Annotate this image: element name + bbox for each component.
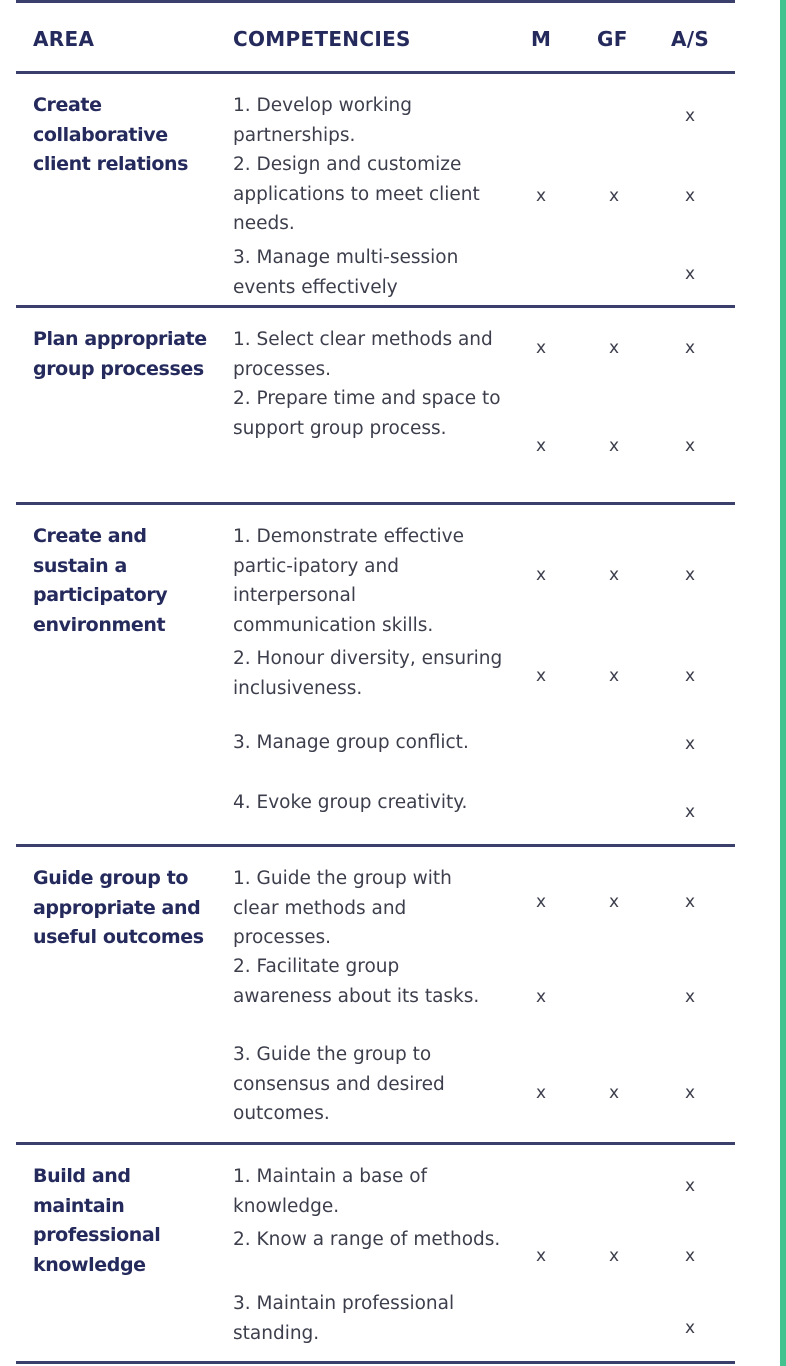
competency-item: 3. Manage multi-session events effectively [233, 247, 459, 298]
row-rule [16, 305, 735, 308]
header-as: A/S [671, 27, 710, 51]
m-mark: x [535, 565, 547, 585]
m-mark: x [535, 892, 547, 912]
as-mark: x [684, 106, 696, 126]
as-mark: x [684, 734, 696, 754]
as-mark: x [684, 565, 696, 585]
area-cell: Guide group to appropriate and useful outcomes [33, 867, 204, 948]
as-mark: x [684, 802, 696, 822]
competency-item: 3. Manage group conflict. [233, 732, 469, 753]
m-mark: x [535, 186, 547, 206]
area-cell: Create collaborative client relations [33, 94, 189, 175]
table-top-rule [16, 0, 735, 3]
gf-mark: x [608, 436, 620, 456]
competency-item: 3. Maintain professional standing. [233, 1293, 455, 1344]
competency-item: 2. Prepare time and space to support group process. [233, 388, 501, 439]
header-gf: GF [597, 27, 628, 51]
as-mark: x [684, 338, 696, 358]
competency-item: 4. Evoke group creativity. [233, 792, 468, 813]
as-mark: x [684, 1318, 696, 1338]
header-area: AREA [33, 27, 95, 51]
as-mark: x [684, 987, 696, 1007]
header-competencies: COMPETENCIES [233, 27, 411, 51]
row-rule [16, 1142, 735, 1145]
m-mark: x [535, 987, 547, 1007]
page-edge-accent-bar [780, 0, 786, 1366]
m-mark: x [535, 1246, 547, 1266]
row-rule [16, 844, 735, 847]
gf-mark: x [608, 892, 620, 912]
gf-mark: x [608, 338, 620, 358]
competency-item: 2. Design and customize applications to meet client needs. [233, 154, 480, 234]
as-mark: x [684, 666, 696, 686]
area-cell: Build and maintain professional knowledge [33, 1165, 161, 1276]
competency-item: 1. Demonstrate effective partic-ipatory and interpersonal communication skills. [233, 526, 464, 636]
row-rule [16, 502, 735, 505]
competency-item: 1. Maintain a base of knowledge. [233, 1166, 428, 1217]
gf-mark: x [608, 666, 620, 686]
m-mark: x [535, 1083, 547, 1103]
gf-mark: x [608, 1083, 620, 1103]
competency-item: 3. Guide the group to consensus and desired outcomes. [233, 1044, 445, 1124]
as-mark: x [684, 264, 696, 284]
as-mark: x [684, 436, 696, 456]
gf-mark: x [608, 1246, 620, 1266]
table-bottom-rule [16, 1361, 735, 1364]
competency-item: 2. Facilitate group awareness about its tasks. [233, 956, 480, 1007]
as-mark: x [684, 1246, 696, 1266]
as-mark: x [684, 186, 696, 206]
gf-mark: x [608, 186, 620, 206]
gf-mark: x [608, 565, 620, 585]
as-mark: x [684, 892, 696, 912]
as-mark: x [684, 1176, 696, 1196]
competency-item: 1. Select clear methods and processes. [233, 329, 493, 380]
m-mark: x [535, 666, 547, 686]
area-cell: Create and sustain a participatory environment [33, 525, 168, 636]
m-mark: x [535, 436, 547, 456]
competency-item: 1. Guide the group with clear methods and processes. [233, 868, 452, 948]
header-rule [16, 71, 735, 74]
competency-item: 2. Honour diversity, ensuring inclusiveness. [233, 648, 503, 699]
as-mark: x [684, 1083, 696, 1103]
m-mark: x [535, 338, 547, 358]
area-cell: Plan appropriate group processes [33, 328, 207, 380]
competency-item: 1. Develop working partnerships. [233, 95, 412, 146]
competency-item: 2. Know a range of methods. [233, 1229, 501, 1250]
header-m: M [531, 27, 552, 51]
